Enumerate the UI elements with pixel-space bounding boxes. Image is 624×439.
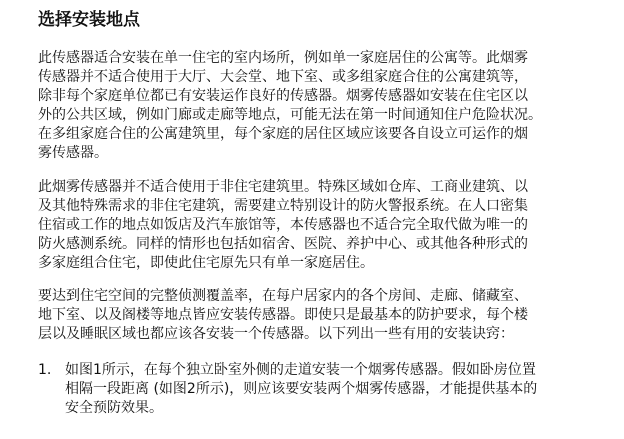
- list-item-line: 相隔一段距离 (如图2所示)，则应该要安装两个烟雾传感器，才能提供基本的: [65, 381, 538, 397]
- paragraph-line: 在多组家庭合住的公寓建筑里，每个家庭的居住区域应该要各自设立可运作的烟: [38, 126, 528, 142]
- paragraph-line: 雾传感器。: [38, 145, 108, 161]
- list-item-number: 1.: [38, 362, 52, 378]
- list-item-line: 安全预防效果。: [65, 400, 163, 416]
- paragraph-line: 层以及睡眠区域也都应该各安装一个传感器。以下列出一些有用的安装诀窍：: [38, 326, 514, 342]
- list-item-body: [65, 361, 537, 418]
- paragraph-line: 传感器并不适合使用于大厅、大会堂、地下室、或多组家庭合住的公寓建筑等，: [38, 69, 528, 85]
- list-item-line: 如图1所示，在每个独立卧室外侧的走道安装一个烟雾传感器。假如卧房位置: [65, 362, 536, 378]
- paragraph-line: 除非每个家庭单位都已有安装运作良好的传感器。烟雾传感器如安装在住宅区以: [38, 88, 528, 104]
- paragraph-residential-use: [38, 49, 598, 163]
- paragraph-line: 外的公共区域，例如门廊或走廊等地点，可能无法在第一时间通知住户危险状况。: [38, 107, 542, 123]
- paragraph-line: 防火感测系统。同样的情形也包括如宿舍、医院、养护中心、或其他各种形式的: [38, 236, 528, 252]
- paragraph-line: 此烟雾传感器并不适合使用于非住宅建筑里。特殊区域如仓库、工商业建筑、以: [38, 179, 528, 195]
- paragraph-line: 地下室、以及阁楼等地点皆应安装传感器。即使只是最基本的防护要求，每个楼: [38, 307, 528, 323]
- paragraph-non-residential: [38, 178, 598, 273]
- section-heading: 选择安装地点: [38, 10, 140, 30]
- paragraph-coverage: [38, 287, 598, 344]
- paragraph-line: 多家庭组合住宅，即使此住宅原先只有单一家庭居住。: [38, 255, 374, 271]
- paragraph-line: 要达到住宅空间的完整侦测覆盖率，在每户居家内的各个房间、走廊、储藏室、: [38, 288, 528, 304]
- paragraph-line: 住宿或工作的地点如饭店及汽车旅馆等，本传感器也不适合完全取代做为唯一的: [38, 217, 528, 233]
- paragraph-line: 及其他特殊需求的非住宅建筑，需要建立特别设计的防火警报系统。在人口密集: [38, 198, 528, 214]
- paragraph-line: 此传感器适合安装在单一住宅的室内场所，例如单一家庭居住的公寓等。此烟雾: [38, 50, 528, 66]
